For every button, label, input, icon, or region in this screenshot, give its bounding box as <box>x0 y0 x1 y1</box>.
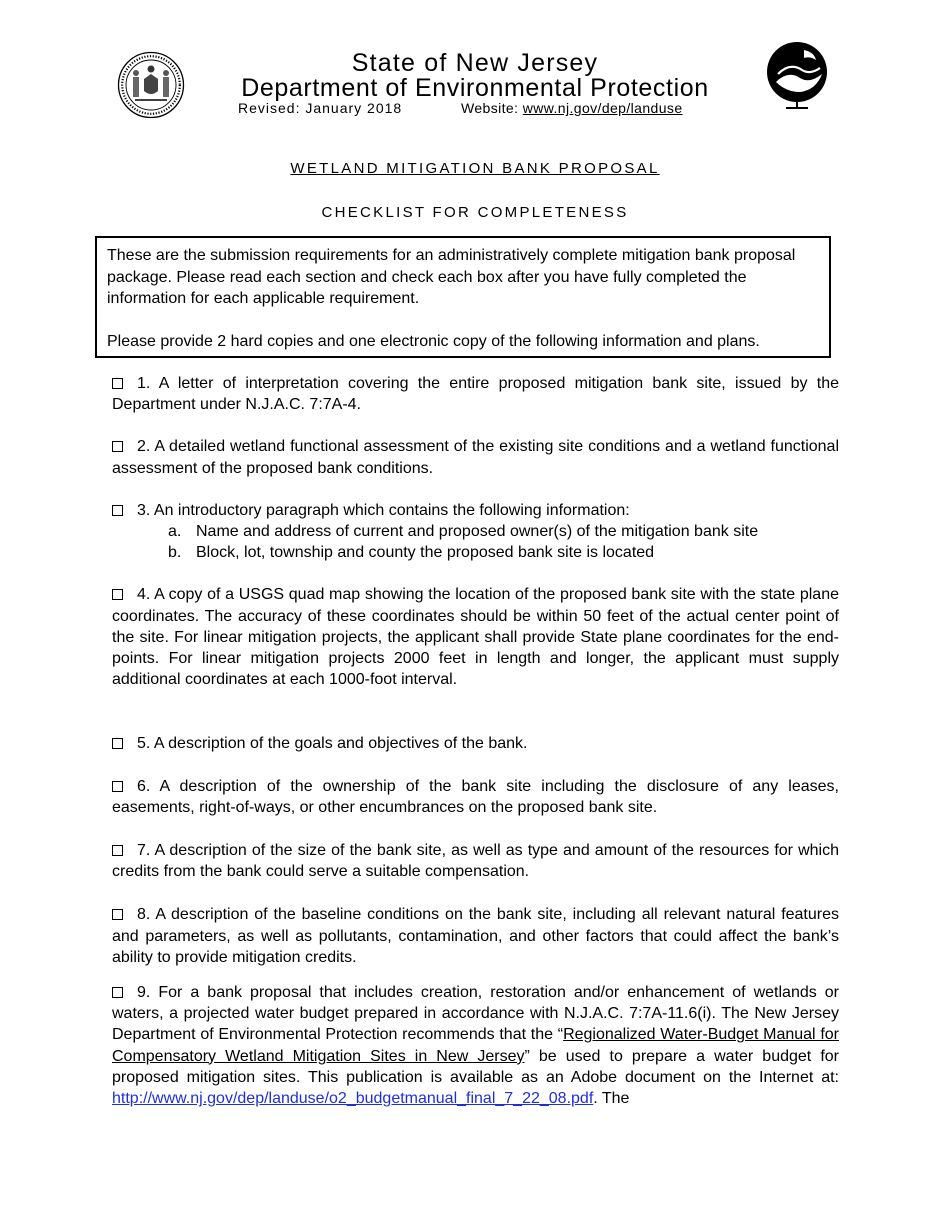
checklist-item-6-text: 6. A description of the ownership of the bank site including the disclosure of any leases, easements, right-of-ways, or other encumbrances on the proposed bank site. <box>112 777 839 816</box>
nj-state-seal-icon <box>117 51 185 119</box>
checklist-item-9-text-middle: ” be used to prepare a water budget for proposed mitigation sites. This publication is available as an Adobe document on the Internet at: <box>112 1047 839 1086</box>
subitem-letter-b: b. <box>168 544 182 562</box>
checklist-item-5-text: 5. A description of the goals and objectives of the bank. <box>137 735 528 753</box>
checkbox-item-6[interactable] <box>112 781 123 792</box>
checklist-item-2 <box>112 436 839 478</box>
checklist-item-8-text: 8. A description of the baseline conditions on the bank site, including all relevant natural features and parameters, as well as pollutants, contamination, and other factors that could affect the bank’s ability to provide mitigation credits. <box>112 906 839 966</box>
header-website <box>461 100 683 116</box>
header-state: State of New Jersey <box>351 49 599 77</box>
manual-title: Regionalized Water-Budget Manual for Compensatory Wetland Mitigation Sites in New Jersey <box>112 1026 840 1065</box>
checklist-item-1 <box>112 373 839 415</box>
checkbox-item-2[interactable] <box>112 441 123 452</box>
checklist-item-4 <box>112 584 839 690</box>
checklist-item-4-text: 4. A copy of a USGS quad map showing the location of the proposed bank site with the state plane coordinates. The accuracy of these coordinates should be within 50 feet of the actual center point of the site. For linear mitigation projects, the applicant shall provide State plane coordinates for the end-points. For linear mitigation projects 2000 feet in length and longer, the applicant must supply additional coordinates at each 1000-foot interval. <box>112 586 839 689</box>
checklist-item-5 <box>112 733 839 754</box>
document-title <box>0 160 950 177</box>
budget-manual-link[interactable]: http://www.nj.gov/dep/landuse/o2_budgetmanual_final_7_22_08.pdf <box>112 1090 594 1108</box>
checklist-item-3a <box>112 521 839 542</box>
checkbox-item-4[interactable] <box>112 589 123 600</box>
checklist-item-3 <box>112 500 839 521</box>
checkbox-item-9[interactable] <box>112 987 123 998</box>
checklist-item-9-text-after: . The <box>593 1090 630 1108</box>
checkbox-item-3[interactable] <box>112 505 123 516</box>
checklist-item-9 <box>112 982 839 1109</box>
dep-logo-icon <box>764 40 830 110</box>
checkbox-item-7[interactable] <box>112 845 123 856</box>
checkbox-item-1[interactable] <box>112 378 123 389</box>
checklist <box>112 373 839 1109</box>
checklist-item-6 <box>112 776 839 818</box>
website-link[interactable]: www.nj.gov/dep/landuse <box>522 100 683 116</box>
checklist-item-9-text-before: 9. For a bank proposal that includes creation, restoration and/or enhancement of wetlands or waters, a projected water budget prepared in accordance with N.J.A.C. 7:7A-11.6(i). The New Jersey Department of Environmental Protection recommends that the “ <box>112 984 839 1044</box>
website-label: Website: <box>461 100 519 116</box>
subitem-text-b: Block, lot, township and county the proposed bank site is located <box>196 544 655 562</box>
checklist-item-3b <box>112 542 839 563</box>
checklist-item-7-text: 7. A description of the size of the bank site, as well as type and amount of the resources for which credits from the bank could serve a suitable compensation. <box>112 842 839 881</box>
checklist-item-7 <box>112 840 839 882</box>
instructions-box <box>95 236 831 358</box>
checkbox-item-5[interactable] <box>112 738 123 749</box>
subitem-text-a: Name and address of current and proposed owner(s) of the mitigation bank site <box>196 523 759 541</box>
checklist-item-2-text: 2. A detailed wetland functional assessment of the existing site conditions and a wetland functional assessment of the proposed bank conditions. <box>112 438 839 477</box>
checklist-item-1-text: 1. A letter of interpretation covering the entire proposed mitigation bank site, issued by the Department under N.J.A.C. 7:7A-4. <box>112 375 839 414</box>
document-subtitle: CHECKLIST FOR COMPLETENESS <box>321 204 629 221</box>
checkbox-item-8[interactable] <box>112 909 123 920</box>
header-department: Department of Environmental Protection <box>241 74 709 102</box>
checklist-item-8 <box>112 904 839 968</box>
document-title-text: WETLAND MITIGATION BANK PROPOSAL <box>290 160 660 177</box>
checklist-item-3-text: 3. An introductory paragraph which contains the following information: <box>137 501 630 519</box>
instructions-paragraph-1: These are the submission requirements for an administratively complete mitigation bank proposal package. Please read each section and check each box after you have fully completed the information for each applicable requirement. <box>107 247 796 307</box>
header-revised-date: Revised: January 2018 <box>238 100 403 116</box>
subitem-letter-a: a. <box>168 523 182 541</box>
instructions-paragraph-2: Please provide 2 hard copies and one electronic copy of the following information and plans. <box>107 332 760 350</box>
